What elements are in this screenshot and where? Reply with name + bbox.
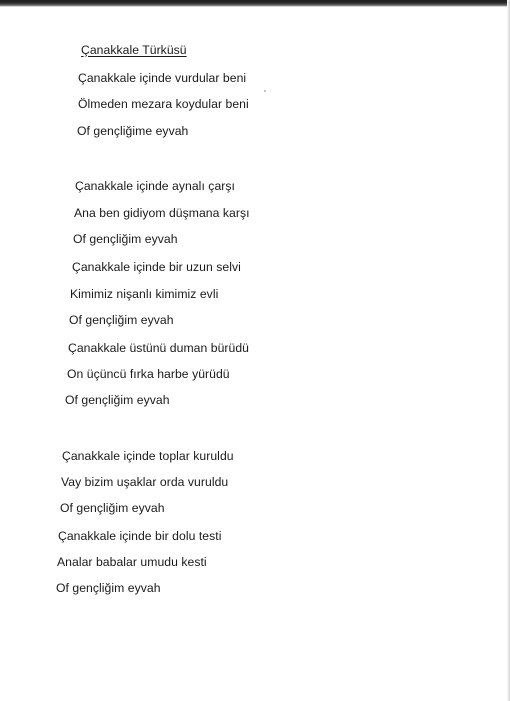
poem-line: Vay bizim uşaklar orda vuruldu — [61, 475, 229, 489]
poem-line: Of gençliğim eyvah — [56, 581, 161, 595]
poem-line: Analar babalar umudu kesti — [57, 555, 207, 569]
poem-line: Of gençliğim eyvah — [65, 393, 170, 407]
poem-line: Çanakkale içinde vurdular beni — [78, 71, 247, 85]
scan-speck — [264, 90, 266, 92]
poem-line: Çanakkale içinde bir dolu testi — [58, 529, 222, 543]
poem-title: Çanakkale Türküsü — [81, 43, 187, 57]
poem-line: Of gençliğime eyvah — [77, 124, 189, 138]
poem-line: Of gençliğim eyvah — [60, 501, 165, 515]
scan-top-edge — [0, 0, 510, 7]
poem-line: Of gençliğim eyvah — [73, 232, 178, 246]
poem-line: Ölmeden mezara koydular beni — [78, 97, 249, 111]
poem-line: On üçüncü fırka harbe yürüdü — [67, 367, 230, 381]
poem-line: Çanakkale içinde bir uzun selvi — [72, 260, 241, 274]
poem-line: Çanakkale içinde aynalı çarşı — [75, 179, 235, 193]
poem-line: Kimimiz nişanlı kimimiz evli — [70, 287, 219, 301]
poem-line: Ana ben gidiyom düşmana karşı — [74, 206, 250, 220]
poem-line: Of gençliğim eyvah — [69, 313, 174, 327]
poem-line: Çanakkale içinde toplar kuruldu — [62, 449, 234, 463]
poem-line: Çanakkale üstünü duman bürüdü — [68, 341, 250, 355]
